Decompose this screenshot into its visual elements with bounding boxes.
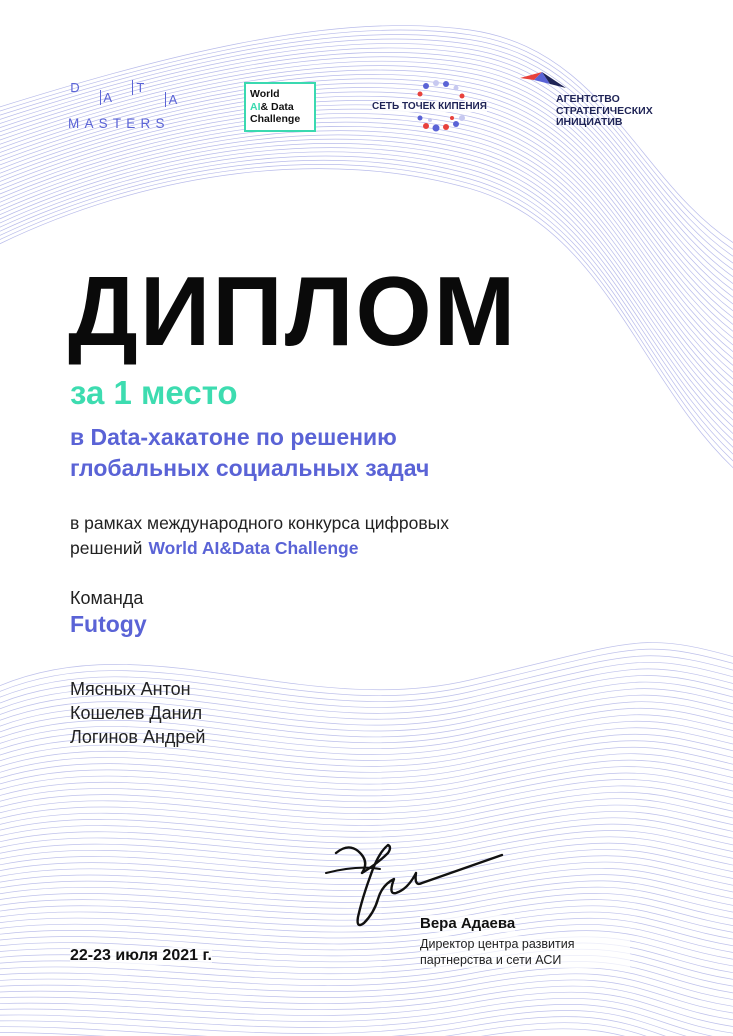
world-ai-data-challenge-logo <box>244 82 316 132</box>
data-masters-letters <box>68 80 180 107</box>
event-date: 22-23 июля 2021 г. <box>70 947 212 964</box>
logo-line <box>250 101 310 114</box>
member-name: Мясных Антон <box>70 679 191 699</box>
logo-letter: D <box>70 80 80 95</box>
framework-description <box>70 511 630 561</box>
team-label: Команда <box>70 588 144 608</box>
framework-prefix: решений <box>70 538 143 558</box>
signer-title-line: Директор центра развития <box>420 937 575 951</box>
event-description <box>70 422 590 484</box>
signer-name: Вера Адаева <box>420 915 516 932</box>
asi-line: АГЕНТСТВО <box>556 93 620 105</box>
logo-line: Challenge <box>250 113 301 125</box>
asi-text <box>556 94 653 129</box>
signer-title-line: партнерства и сети АСИ <box>420 953 562 967</box>
wave-line <box>0 779 733 813</box>
diploma-title: ДИПЛОМ <box>68 256 518 366</box>
network-points-logo <box>372 80 502 136</box>
place-heading: за 1 место <box>70 374 238 411</box>
data-masters-logo <box>68 80 188 136</box>
logo-letter: A <box>100 90 115 105</box>
wave-line <box>0 799 733 832</box>
network-points-text: СЕТЬ ТОЧЕК КИПЕНИЯ <box>372 101 487 112</box>
logo-line: World <box>250 88 280 100</box>
wave-line <box>0 747 733 784</box>
wave-line <box>0 34 733 263</box>
framework-line <box>70 536 630 561</box>
team-name: Futogy <box>70 611 147 637</box>
logo-data-text: & Data <box>260 100 294 113</box>
team-members <box>70 677 205 749</box>
asi-line: СТРАТЕГИЧЕСКИХ <box>556 104 653 117</box>
data-masters-word: MASTERS <box>68 116 170 131</box>
wave-line <box>0 1023 733 1036</box>
event-line: в Data-хакатоне по решению <box>70 424 397 450</box>
asi-logo <box>520 70 680 140</box>
asi-line: ИНИЦИАТИВ <box>556 116 623 128</box>
logo-ai-text: AI <box>250 100 261 113</box>
framework-line: в рамках международного конкурса цифровых <box>70 513 449 533</box>
signer-title <box>420 936 630 968</box>
wave-line <box>0 786 733 820</box>
member-name: Кошелев Данил <box>70 703 203 723</box>
logo-letter: T <box>132 80 147 95</box>
framework-highlight: World AI&Data Challenge <box>148 538 359 558</box>
member-name: Логинов Андрей <box>70 727 206 747</box>
wave-line <box>0 792 733 825</box>
logo-letter: A <box>165 92 180 107</box>
wave-line <box>0 754 733 790</box>
event-line: глобальных социальных задач <box>70 455 430 481</box>
